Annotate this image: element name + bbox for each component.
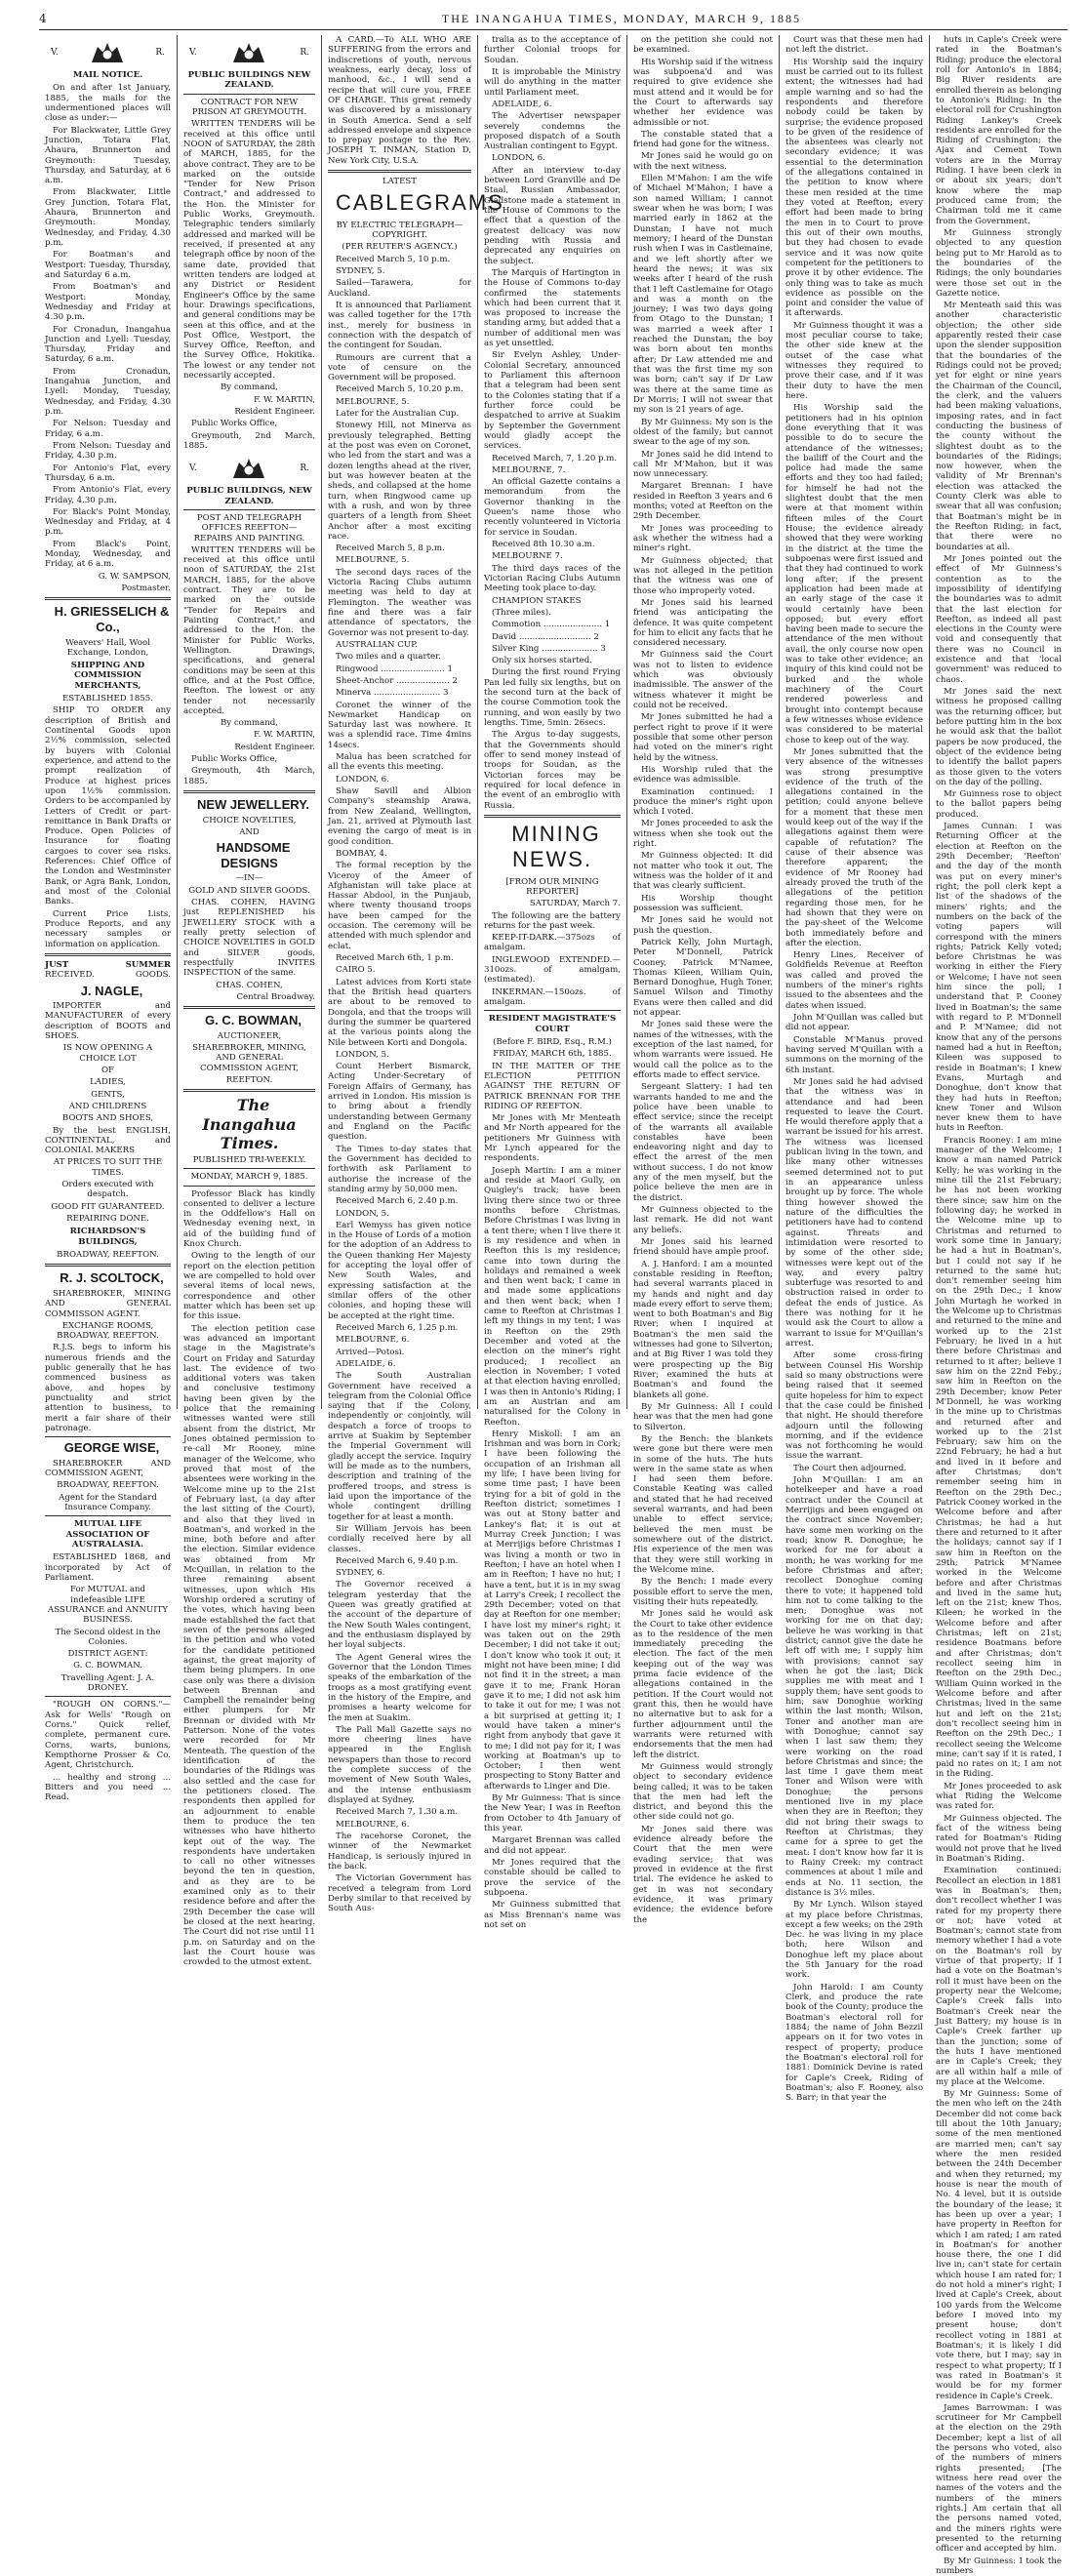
paragraph: Mr Guinness said the Court was not to listen to evidence which was obviously inadmissible. The answer of the witness whatever it might be could not be received. <box>633 650 773 710</box>
jewellery-addr: Central Broadway. <box>183 992 315 1002</box>
rough-text: "ROUGH ON CORNS."—Ask for Wells' "Rough on Corns." Quick relief, complete, permanent cure. Corns, warts, bunions. Kempthorne Prosser & Co. Agent, Christchurch. <box>45 1700 171 1770</box>
griesselich-footer: Current Price Lists, Produce Reports, and any necessary samples or information on application. <box>45 909 171 949</box>
paragraph: Sheet-Anchor .................... 2 <box>328 676 471 686</box>
nagle-text2: By the best ENGLISH, CONTINENTAL, and COLONIAL MAKERS <box>45 1126 171 1156</box>
scoltock-address: EXCHANGE ROOMS, BROADWAY, REEFTON. <box>45 1321 171 1342</box>
paragraph: Sir Evelyn Ashley, Under-Colonial Secretary, announced to Parliament this afternoon that a telegram had been sent to the Colonies stating that if a further force could be despatched to arrive at Suakim by September the Government would gladly accept the services. <box>484 350 621 451</box>
griesselich-established: ESTABLISHED 1855. <box>45 694 171 704</box>
paragraph: LONDON, 5. <box>328 1209 471 1219</box>
paragraph: The Marquis of Hartington in the House of Commons to-day confirmed the statements which had been current that it was proposed to increase the standing army, but added that a number of additional men was as yet unsettled. <box>484 268 621 349</box>
jewellery-designs: HANDSOME DESIGNS <box>183 840 315 870</box>
public1-date: Greymouth, 2nd March, 1885. <box>183 431 315 452</box>
crest-icon <box>229 39 268 66</box>
paragraph: (Three miles). <box>484 608 621 618</box>
mutual-name: MUTUAL LIFE ASSOCIATION OF AUSTRALASIA. <box>45 1519 171 1550</box>
public1-sig-title: Resident Engineer. <box>183 407 315 417</box>
cablegram-continued <box>484 35 621 811</box>
paragraph: Rumours are current that a vote of censure on the Government will be proposed. <box>328 353 471 383</box>
columns <box>39 35 1067 1409</box>
nagle-fit: GOOD FIT GUARANTEED. <box>45 1202 171 1212</box>
mutual-travelling: Travelling Agent: J. A. DRONEY. <box>45 1673 171 1694</box>
public1-sig: F. W. MARTIN, <box>183 395 315 405</box>
column-5-text <box>633 35 773 1925</box>
bowman-addr: REEFTON. <box>183 1075 315 1085</box>
paragraph: The formal reception by the Viceroy of the Ameer of Afghanistan will take place at Hassar Abdool, in the Punjaub, where twenty thousand troops have been camped for the occasion. The ceremony will be attended with much splendor and eclat. <box>328 861 471 951</box>
public2-date: Greymouth, 4th March, 1885. <box>183 766 315 786</box>
nagle-opening: IS NOW OPENING A CHOICE LOT <box>45 1043 171 1064</box>
divider <box>45 1436 171 1437</box>
public1-by: By command, <box>183 382 315 392</box>
paragraph: Mr Guinness submitted that as Miss Brennan's name was not set on <box>484 1900 621 1930</box>
paragraph: For Cronadun, Inangahua Junction and Lyell: Tuesday, Thursday, Friday and Saturday, 6 a.m. <box>45 325 171 365</box>
paragraph: Mr Guinness thought it was a most peculiar course to take; the other side knew at the outset of the case what witnesses they required to prove their case, and if it was their duty to have the men here. <box>785 321 923 402</box>
paragraph: MELBOURNE, 7. <box>484 465 621 475</box>
paragraph: Examination continued: I produce the miner's right upon which I voted. <box>633 787 773 818</box>
paragraph: Patrick Kelly, John Murtagh, Peter M'Donnell, Patrick Cooney, Patrick M'Namee, Thomas Kileen, William Quin, Bernard Donoghue, Hugh Toner, Samuel Wilson and Timothy Evans were then called and did not appear. <box>633 938 773 1019</box>
paragraph: Mr Jones pointed out the effect of Mr Guinness's contention as to the impossibility of identifying the boundaries was to admit that the last election for Reefton, as indeed all past elections in the County were void and consequently that there was no Council in existence and that 'local government' was reduced to chaos. <box>936 554 1062 685</box>
masthead <box>39 8 1067 30</box>
paragraph: The constable stated that a friend had gone for the witness. <box>633 130 773 150</box>
paragraph: MELBOURNE, 6. <box>328 1335 471 1345</box>
paragraph: Ringwood ........................ 1 <box>328 664 471 674</box>
paragraph: John Harold: I am County Clerk, and produce the rate book of the County; produce the Boatman's electoral roll for 1884; the name of John Bezzil appears on it for two votes in respect of property; produce the Boatman's electoral roll for 1881: Dominick Devine is rated for Caple's Creek, Riding of Boatman's; also F. Rooney, also S. Barr; in that year the <box>785 1983 923 2104</box>
paragraph: Mr Guinness strongly objected to any question being put to Mr Harold as to the boundaries of the Ridings; the only boundaries were those set out in the Gazette notice. <box>936 228 1062 299</box>
nagle-repairing: REPAIRING DONE. <box>45 1214 171 1224</box>
paragraph: Mr Jones said he did intend to call Mr M'Mahon, but it was now unnecessary. <box>633 450 773 480</box>
paragraph: Mr Jones submitted that the very absence of the witnesses was strong presumptive evidence of the truth of the allegations contained in the petition; could anyone believe for a moment that these men would keep out of the way if the allegations against them were capable of refutation? The cause of their absence was therefore apparent; the evidence of Mr Rooney had already proved the truth of the allegations of the petition regarding those men, for he had shown that they were on the pay-sheet of the Welcome both immediately before and after the election. <box>785 747 923 948</box>
divider <box>183 509 315 510</box>
bowman-text: SHAREBROKER, MINING, AND GENERAL COMMISSION AGENT, <box>183 1043 315 1073</box>
griesselich-text: SHIP TO ORDER any description of British and Continental Goods upon 2½% commission, selected by buyers with Colonial experience, and attend to the prompt realization of Produce at highest prices upon 1½% commission. Orders to be accompanied by Letters of Credit or part-remittance in Bank Drafts or Produce. Open Policies of Insurance for floating cargoes to cover sea risks. References: Chief Office of the London and Westminster Bank, or Agra Bank, London, and most of the Colonial Banks. <box>45 705 171 906</box>
column-6 <box>780 35 930 1409</box>
bowman-name: G. C. BOWMAN, <box>183 1013 315 1028</box>
paragraph: Mr Jones required that the constable should be called to prove the service of the subpoena. <box>484 1858 621 1898</box>
divider <box>183 1186 315 1187</box>
paragraph: ADELAIDE, 6. <box>328 1359 471 1369</box>
mutual-text: ESTABLISHED 1868, and incorporated by Act of Parliament. <box>45 1552 171 1583</box>
nagle-children: AND CHILDRENS <box>45 1102 171 1111</box>
divider <box>183 790 315 793</box>
crest-r: R. <box>300 48 309 59</box>
cablegrams-per: (PER REUTER'S AGENCY.) <box>328 242 471 252</box>
nagle-text: IMPORTER and MANUFACTURER of every description of BOOTS and SHOES. <box>45 1001 171 1041</box>
paragraph: Mr Jones said he would not push the question. <box>633 915 773 936</box>
royal-crest <box>183 455 315 482</box>
paragraph: Sailed—Tarawera, for Auckland. <box>328 278 471 299</box>
paragraph: Received March 5, 10 p.m. <box>328 255 471 264</box>
paragraph: The third days races of the Victorian Racing Clubs Autumn Meeting took place to-day. <box>484 564 621 594</box>
paragraph: James Barrowman: I was scrutineer for Mr Campbell at the election on the 29th December; kept a list of all the persons who voted, also of the numbers of miners rights presented; [The witness here read over the names of the voters and the numbers of the miners rights.] Am certain that all the persons named voted, and the miners rights were presented to the returning officer and accepted by him. <box>936 2403 1062 2555</box>
paragraph: The Times to-day states that the Government has decided to forthwith ask Parliament to authorise the increase of the standing army by 50,000 men. <box>328 1145 471 1195</box>
public2-office: Public Works Office, <box>183 754 315 764</box>
nagle-prices: AT PRICES TO SUIT THE TIMES. <box>45 1157 171 1178</box>
paragraph: During the first round Frying Pan led fully six lengths, but on the second turn at the back of the course Commotion took the running, and won easily by two lengths. Time, 5min. 26secs. <box>484 667 621 728</box>
paragraph: Arrived—Potosi. <box>328 1348 471 1357</box>
paragraph: By Mr Guinness: I took the numbers <box>936 2556 1062 2576</box>
nagle-orders: Orders executed with despatch. <box>45 1180 171 1200</box>
paragraph: Latest advices from Korti state that the British head quarters are about to be removed to Dongola, and that the troops will during the summer be quartered at the various points along the Nile between Korti and Dongola. <box>328 978 471 1048</box>
crest-v: V. <box>51 48 59 59</box>
paragraph: Shaw Savill and Albion Company's steamship Arawa, from New Zealand, Wellington, Jan. 21, arrived at Plymouth last evening the cargo of meat is in good condition. <box>328 786 471 847</box>
paragraph: Examination continued: Recollect an election in 1881 was in Boatman's; then; don't recollect whether I was rated for my property there or not; have voted at Boatman's; cannot state from memory whether I had a vote on the Boatman's roll by virtue of that property; if I had a vote on the Boatman's roll it must have been on the property near the Welcome; Caple's Creek falls into Boatman's Creek near the Just Battery; my house is in Caple's Creek farther up than the junction; some of the huts I have mentioned are in Caple's Creek; they are all within half a mile of my place at the Welcome. <box>936 1866 1062 2087</box>
court-text <box>484 1062 621 1931</box>
column-4 <box>478 35 627 1409</box>
public1-title: CONTRACT FOR NEW PRISON AT GREYMOUTH. <box>183 98 315 118</box>
paragraph: Ellen M'Mahon: I am the wife of Michael M'Mahon; I have a son named William; I cannot swear when he was born; I was married early in 1862 at the Dunstan; I have not much memory; I heard of the Dunstan rush when I was in Castlemaine, and we left shortly after we heard the news; it was six weeks after I heard of the rush that I left Castlemaine for Otago and was a month on the journey; I was two days going from Otago to the Dunstan; I was married a week after I reached the Dunstan; the boy was born about ten months after; Dr Law attended me and that was the first time my son was born; can't say if Dr Law was there at the same time as Dr Morris; I will not swear that my son is 21 years of age. <box>633 174 773 416</box>
paragraph: Mr Guinness objected; that was not alleged in the petition that the witness was one of those who improperly voted. <box>633 556 773 596</box>
divider <box>328 170 471 173</box>
paragraph: After some cross-firing between Counsel His Worship said so many obstructions were being raised that it seemed quite hopeless for him to expect that the case could be finished that night. He should therefore adjourn until the following morning, and if the evidence was not forthcoming he would issue the warrant. <box>785 1350 923 1461</box>
paragraph: It is improbable the Ministry will do anything in the matter until Parliament meet. <box>484 67 621 98</box>
divider <box>45 1264 171 1267</box>
griesselich-address: Weavers' Hall, Wool Exchange, London, <box>45 638 171 659</box>
cablegrams-by: BY ELECTRIC TELEGRAPH—COPYRIGHT. <box>328 221 471 241</box>
divider <box>45 1696 171 1697</box>
paragraph: His Worship said the inquiry must be carried out to its fullest extent; the witnesses had had ample warning and so had the respondents and therefore nobody could be taken by surprise; the evidence proposed to be given of the residence of the absentees was clearly not secondary evidence; it was essential to the determination of the allegations contained in the petition to know where these men resided at the time they voted at Reefton; every effort had been made to bring the men in to Court to prove this out of their own mouths, but they had chosen to evade service and it was now quite competent for the petitioners to prove it by other evidence. The only thing was to take as much evidence as possible on the point and consider the value of it afterwards. <box>785 58 923 319</box>
divider <box>183 1089 315 1092</box>
paragraph: SYDNEY, 5. <box>328 266 471 276</box>
nagle-just: JUST <box>45 960 68 970</box>
wise-agent: Agent for the Standard Insurance Company. <box>45 1493 171 1513</box>
jewellery-sig: CHAS. COHEN, <box>183 981 315 990</box>
editorial-text <box>183 1189 315 1968</box>
paragraph: For Nelson: Tuesday and Friday, 6 a.m. <box>45 419 171 439</box>
paragraph: Count Herbert Bismarck, Acting Under-Secretary of Foreign Affairs of Germany, has arrived in London. His mission is to bring about a friendly understanding between Germany and England on the Pacific question. <box>328 1062 471 1143</box>
paragraph: From Nelson: Tuesday and Friday, 4.30 p.m. <box>45 441 171 462</box>
crest-r: R. <box>300 463 309 474</box>
cablegrams-heading: CABLEGRAMS <box>328 190 471 216</box>
public2-title: POST AND TELEGRAPH OFFICES REEFTON—REPAIRS AND PAINTING. <box>183 513 315 543</box>
mail-notice-lines <box>45 83 171 569</box>
latest-label: LATEST <box>328 177 471 186</box>
paragraph: The Advertiser newspaper severely condemns the proposed dispatch of a South Australian contingent to Egypt. <box>484 111 621 151</box>
paragraph: A. J. Hanford: I am a mounted constable residing in Reefton; had several warrants placed in my hands and night and day made every effort to serve them; went to both Boatman's and Big River; when I inquired at Boatman's the men said the witnesses had gone to Silverton; and at Big River I was told they were prospecting up the Big River; examined the huts at Boatman's and found the blankets all gone. <box>633 1260 773 1400</box>
paragraph: His Worship said if the witness was subpoena'd and was required to give evidence she must attend and it would be for the Court to afterwards say whether her evidence was admissible or not. <box>633 58 773 128</box>
mining-heading: MINING NEWS. <box>484 822 621 873</box>
public1-office: Public Works Office, <box>183 419 315 428</box>
mining-sub: [FROM OUR MINING REPORTER] <box>484 877 621 898</box>
paragraph: ADELAIDE, 6. <box>484 100 621 109</box>
paragraph: Minerva ......................... 3 <box>328 688 471 698</box>
paragraph: Mr Jones submitted he had a perfect right to prove if it were possible that some other person had voted on the miner's right held by the witness. <box>633 712 773 763</box>
paragraph: Mr Jones said the next witness he proposed calling was the returning officer, but before putting him in the box he would ask that the ballot papers be now produced, the object of the evidence being to identify the ballot papers as those given to the voters on the day of the polling. <box>936 687 1062 787</box>
royal-crest <box>45 39 171 66</box>
scoltock-name: R. J. SCOLTOCK, <box>45 1270 171 1286</box>
paragraph: The Court then adjourned. <box>785 1464 923 1473</box>
mining-date: SATURDAY, March 7. <box>484 899 621 908</box>
crest-v: V. <box>189 463 197 474</box>
mutual-text2: For MUTUAL and indefeasible LIFE ASSURANCE and ANNUITY BUSINESS. <box>45 1585 171 1625</box>
paragraph: The Victorian Government has received a telegram from Lord Derby similar to that received by South Aus- <box>328 1873 471 1913</box>
paragraph: MELBOURNE, 6. <box>328 1820 471 1830</box>
paragraph: Mr Jones said these were the names of the witnesses, with the exception of the last named, for whom warrants were issued. He would call the police as to the efforts made to effect service. <box>633 1020 773 1080</box>
divider <box>484 815 621 818</box>
jewellery-gold: GOLD AND SILVER GOODS. <box>183 886 315 896</box>
column-5 <box>627 35 780 1409</box>
mining-text: The following are the battery returns for the past week. <box>484 911 621 932</box>
paragraph: INGLEWOOD EXTENDED.—310ozs. of amalgam, (estimated). <box>484 955 621 986</box>
paragraph: By the Bench: I made every possible effort to serve the men, visiting their huts repeatedly. <box>633 1577 773 1607</box>
wise-address: BROADWAY, REEFTON. <box>45 1480 171 1490</box>
crest-r: R. <box>155 48 165 59</box>
mail-notice-heading: MAIL NOTICE. <box>45 70 171 80</box>
paragraph: Mr Guinness objected to the last remark. He did not want any beliefs. <box>633 1205 773 1235</box>
divider <box>45 597 171 600</box>
column-1 <box>39 35 178 1409</box>
card-ad: A CARD.—To ALL WHO ARE SUFFERING from the errors and indiscretions of youth, nervous weakness, early decay, loss of manhood, &c., I will send a recipe that will cure you, FREE OF CHARGE. This great remedy was discovered by a missionary in South America. Send a self addressed envelope and sixpence to prepay postage to the Rev. JOSEPH T. INMAN, Station D, New York City, U.S.A. <box>328 35 471 166</box>
paragraph: On and after 1st January, 1885, the mails for the undermentioned places will close as under:— <box>45 83 171 123</box>
paragraph: For Blackwater, Little Grey Junction, Totara Flat, Ahaura, Brunnerton and Greymouth: Tuesday, Thursday, and Saturday, at 6 a.m. <box>45 126 171 186</box>
paragraph: By Mr Guinness: Some of the men who left on the 24th December did not come back till about the 10th January; some of the men mentioned are married men; can't say where the men resided between the 24th December and when they returned; my house is near the mouth of No. 4 level, but it is outside the boundary of the lease; it has been up over a year; I have property in Reefton for which I am rated; I am rated in Boatman's for another house there, the one I did live in; can't state for certain which house I am rated for; I do not hold a miner's right; I lived at Caple's Creek, about 100 yards from the Welcome before I moved into my present house; don't recollect voting in 1881 at Boatman's; it is likely I did vote there, but I may; say in respect to what property; If I was rated in Boatman's it would be for my former residence in Caple's Creek. <box>936 2089 1062 2401</box>
nagle-ladies: LADIES, <box>45 1077 171 1087</box>
wise-name: GEORGE WISE, <box>45 1440 171 1456</box>
divider <box>183 94 315 95</box>
crest-v: V. <box>189 48 197 59</box>
paragraph: tralia as to the acceptance of further Colonial troops for Soudan. <box>484 35 621 65</box>
paragraph: MELBOURNE, 5. <box>328 555 471 565</box>
paragraph: From Blackwater, Little Grey Junction, Totara Flat, Ahaura, Brunnerton and Greymouth: Monday, Wednesday, and Friday, 4.30 p.m. <box>45 187 171 248</box>
divider <box>183 1006 315 1009</box>
jewellery-and: AND <box>183 827 315 837</box>
divider <box>484 1010 621 1011</box>
rough-text2: ... healthy and strong ... Bitters and you need ... Read. <box>45 1773 171 1803</box>
paragraph: Received March 5, 10.20 p.m. <box>328 384 471 394</box>
public2-sig-title: Resident Engineer. <box>183 743 315 752</box>
paragraph: Received March 6th, 1 p.m. <box>328 953 471 963</box>
paragraph: Joseph Martin: I am a miner and reside at Maori Gully, on Quigley's track; have been living there since two or three months before Christmas. Before Christmas I was living in a tent there; when I live there it is my residence and when in Reefton this is my residence; came into town during the holidays and remained a week and then went back; I came in and made some applications and then went back; when I came to Reefton at Christmas I left my things in my tent; I was in Reefton on the 29th December and voted at the election on the miner's right produced; I recollect an election in November; I voted at that election having enrolled; I was then in Antonio's Riding; I am an Austrian and am naturalised for the Colony in Reefton. <box>484 1166 621 1428</box>
jewellery-in: —IN— <box>183 873 315 883</box>
paragraph: Mr Menteath said this was another characteristic objection; the other side apparently rested their case upon the slender supposition that the boundaries of the Ridings could not be proved; yet for eight or nine years the Chairman of the Council, the clerk, and the valuers had been making valuations, imposing rates, and in fact conducting the business of the county without the slightest doubt as to the boundaries of the Ridings; now however, when the validity of Mr Brennan's election was attacked the County Clerk was able to swear that all was confusion; that Boatman's might be in the Reefton Riding; in fact, that there were no boundaries at all. <box>936 301 1062 552</box>
mail-notice-signature: G. W. SAMPSON, <box>45 572 171 582</box>
paragraph: Received March, 7, 1.20 p.m. <box>484 454 621 463</box>
nagle-boots: BOOTS AND SHOES, <box>45 1113 171 1123</box>
paragraph: Henry Lines, Receiver of Goldfields Revenue at Reefton was called and proved the numbers of the miner's rights issued to the absentees and the dates when issued. <box>785 950 923 1011</box>
paragraph: David ........................... 2 <box>484 632 621 642</box>
column-7 <box>930 35 1067 1409</box>
paragraph: The Agent General wires the Governor that the London Times speaks of the embarkation of the troops as a most gratifying event in the history of the Empire, and promises a hearty welcome for the men at Suakim. <box>328 1653 471 1723</box>
court-date: FRIDAY, MARCH 6th, 1885. <box>484 1049 621 1059</box>
paragraph: MELBOURNE, 5. <box>328 397 471 407</box>
paragraph: Coronet the winner of the Newmarket Handicap on Saturday last was nowhere. It was a splendid race. Time 4mins 14secs. <box>328 701 471 751</box>
nagle-gents: GENTS, <box>45 1090 171 1100</box>
jewellery-heading: NEW JEWELLERY. <box>183 797 315 813</box>
court-sub: (Before F. BIRD, Esq., R.M.) <box>484 1037 621 1047</box>
paragraph: BOMBAY, 4. <box>328 849 471 859</box>
divider <box>45 953 171 956</box>
cablegram-items <box>328 255 471 1914</box>
paragraph: Mr Jones said he would go on with the next witness. <box>633 151 773 172</box>
nagle-received: RECEIVED. <box>45 970 95 980</box>
paragraph: By the Bench: the blankets were gone but there were men in some of the huts. The huts were in the same state as when I had seen them before. Constable Keating was called and stated that he had received several warrants, and had been unable to effect service; believed the men must be somewhere out of the district. His experience of the men was that they were still working in the Welcome mine. <box>633 1434 773 1575</box>
public2-by: By command, <box>183 718 315 728</box>
paragraph: CHAMPION STAKES <box>484 596 621 606</box>
griesselich-business: SHIPPING AND COMMISSION MERCHANTS, <box>45 661 171 691</box>
wise-text: SHAREBROKER AND COMMISSION AGENT, <box>45 1459 171 1479</box>
paragraph: LONDON, 5. <box>328 1050 471 1060</box>
paragraph: Received March 7, 1.30 a.m. <box>328 1807 471 1817</box>
scoltock-text: SHAREBROKER, MINING AND GENERAL COMMISSON AGENT. <box>45 1289 171 1319</box>
column-7-text <box>936 35 1062 2576</box>
column-3 <box>322 35 478 1409</box>
paragraph: Constable M'Manus proved having served M'Quillan with a summons on the morning of the 6th instant. <box>785 1035 923 1075</box>
paragraph: LONDON, 6. <box>328 775 471 785</box>
divider <box>183 1168 315 1169</box>
nagle-banner-bottom <box>45 970 171 980</box>
paragraph: Owing to the length of our report on the election petition we are compelled to hold over several items of local news, correspondence and other matter which has been set up for this issue. <box>183 1251 315 1321</box>
paragraph: Earl Wemyss has given notice in the House of Lords of a motion for the adoption of an Address to the Queen thanking Her Majesty for accepting the loyal offer of New South Wales, and expressing satisfaction at the similar offers of the other colonies, and hoping these will be accepted at the right time. <box>328 1221 471 1321</box>
paragraph: SYDNEY, 6. <box>328 1568 471 1578</box>
paragraph: The Argus to-day suggests, that the Governments should offer to send money instead of troops for Soudan, as the Victorian forces may be required for local defence in the event of an embroglio with Russia. <box>484 730 621 811</box>
paragraph: By Mr Guinness: All I could hear was that the men had gone to Silverton. <box>633 1402 773 1432</box>
paragraph: Silver King ..................... 3 <box>484 644 621 654</box>
paragraph: Received March 5, 8 p.m. <box>328 543 471 553</box>
paragraph: From Boatman's and Westport: Monday, Wednesday and Friday at 4.30 p.m. <box>45 282 171 322</box>
paragraph: IN THE MATTER OF THE ELECTION PETITION AGAINST THE RETURN OF PATRICK BRENNAN FOR THE RIDING OF REEFTON. <box>484 1062 621 1112</box>
paragraph: KEEP-IT-DARK.—375ozs of amalgam. <box>484 933 621 953</box>
jewellery-sub: CHOICE NOVELTIES, <box>183 816 315 825</box>
public1-body: WRITTEN TENDERS will be received at this office until NOON of SATURDAY, the 28th of MARCH, 1885, for the above contract. They are to be marked on the outside "Tender for New Prison Contract," and addressed to the Hon. the Minister for Public Works, Greymouth. Telegraphic tenders similarly addressed and marked will be received, if presented at any telegraph office by noon of the same date, provided that written tenders are lodged at any District or Resident Engineer's Office by the same hour. Drawings specifications, and general conditions may be seen at this office, and at the Post Office, Westport, the Survey Office, Reefton, and the Survey Office, Hokitika. The lowest or any tender not necessarily accepted. <box>183 119 315 381</box>
paragraph: Stonewy Hill, not Minerva as previously telegraphed. Betting at the post was even on Coronet, who led from the start and was a dozen lengths ahead at the river, but was however beaten at the sheds, and collapsed at the home turn, when Ringwood came up with a rush, and won by three quarters of a length from Sheet Anchor after a most exciting race. <box>328 421 471 542</box>
paragraph: Received March 6, 9.40 p.m. <box>328 1556 471 1566</box>
paragraph: Mr Jones said he would ask the Court to take other evidence as to the residence of the men immediately preceding the election. The fact of the men keeping out of the way was prima facie evidence of the allegations contained in the petition. If the Court would not grant this, then he would have no alternative but to ask for a further adjournment until the warrants were returned with endorsements that the men had left the district. <box>633 1609 773 1760</box>
paragraph: Mr Guinness objected. The fact of the witness being rated for Boatman's Riding would not prove that he lived in Boatman's Riding. <box>936 1814 1062 1865</box>
paragraph: It is announced that Parliament was called together for the 17th inst., merely for business in connection with the despatch of the contingent for Soudan. <box>328 301 471 351</box>
public2-body: WRITTEN TENDERS will be received at this office until noon of SATURDAY, the 21st MARCH, 1885, for the above contract. They are to be marked on the outside "Tender for Repairs and Painting Contract," and addressed to the Hon. the Minister for Public Works, Wellington. Drawings, specifications, and general conditions may be seen at this office, and at the Post Office, Reefton. The lowest or any tender not necessarily accepted. <box>183 545 315 716</box>
mutual-text3: The Second oldest in the Colonies. <box>45 1628 171 1648</box>
paragraph: Commotion ...................... 1 <box>484 620 621 629</box>
paragraph: Later for the Australian Cup. <box>328 409 471 419</box>
mutual-agent-label: DISTRICT AGENT: <box>45 1649 171 1659</box>
paragraph: His Worship ruled that the evidence was admissible. <box>633 765 773 785</box>
nagle-summer: SUMMER <box>126 960 171 970</box>
masthead-title: THE INANGAHUA TIMES, MONDAY, MARCH 9, 1885 <box>176 12 1067 26</box>
nagle-goods: GOODS. <box>136 970 171 980</box>
public1-heading: PUBLIC BUILDINGS NEW ZEALAND. <box>183 70 315 91</box>
column-6-text <box>785 35 923 2103</box>
crest-icon <box>88 39 127 66</box>
paragraph: Court was that these men had not left the district. <box>785 35 923 56</box>
paper-sub: PUBLISHED TRI-WEEKLY. <box>183 1155 315 1165</box>
paragraph: on the petition she could not be examined. <box>633 35 773 56</box>
paragraph: From Cronadun, Inangahua Junction, and Lyell: Monday, Tuesday, Wednesday, and Friday, 4.30 p.m. <box>45 367 171 418</box>
paragraph: Mr Jones with Mr Menteath and Mr North appeared for the petitioners Mr Guinness with Mr Lynch appeared for the respondents. <box>484 1113 621 1164</box>
paragraph: Francis Rooney: I am mine manager of the Welcome; I know a man named Patrick Kelly; he was working in the mine till the 21st February; he has not been working there since; saw him on the following day; he worked in the Welcome mine up to Christmas and returned to work some time in January; he had a hut in Boatman's, but I could not say if he returned to the same hut; don't remember seeing him on the 29th Dec.; I know John Murtagh he worked in the Welcome up to Christmas and returned to the mine and worked up to the 21st February; he lived in a hut there before Christmas and returned to it after; believe I saw him on the 22nd Feby.; saw him in Reefton on the 29th December; know Peter M'Donnell, he was working in the mine up to Christmas and returned after and worked up to the 21st February; saw him on the 22nd February; he had a hut and lived in it before and after Christmas; don't remember seeing him in Reefton on the 29th Dec.; Patrick Cooney worked in the Welcome before and after Christmas; he had a hut there and returned to it after the holidays; cannot say if I saw him in Reefton on the 29th; Patrick M'Namee worked in the Welcome before and after Christmas and lived in the same hut; left on the 21st; knew Thos. Kileen; he worked in the Welcome before and after Christmas; left on 21st; residence Boatmans before and after Christmas; don't recollect seeing him in Reefton on the 29th Dec.; William Quinn worked in the Welcome before and after Christmas; lived in the same hut and left on the 21st; don't recollect seeing him in Reefton on the 29th Dec.; I recollect seeing the Welcome mine; can't say if it is rated, I paid no rates on it; I am not in the Riding. <box>936 1136 1062 1780</box>
paragraph: Mr Jones was proceeding to ask whether the witness had a miner's right. <box>633 524 773 554</box>
griesselich-name: H. GRIESSELICH & Co., <box>45 604 171 634</box>
paragraph: Mr Jones said there was evidence already before the Court that the men were evading service; that was proved in evidence at the first trial. The evidence he asked to get in was not secondary evidence, it was primary evidence; the evidence before the <box>633 1825 773 1925</box>
paragraph: John M'Quillan: I am an hotelkeeper and have a road contract under the Council at Merrijigs and been engaged on the contract since November; have some men working on the road; know R. Donoghue; he worked for me for about a month; he was working for me before Christmas and after; recollect Donoghue coming there to vote; it happened told him not to come talking to the men; Donoghue was not working for me on that day; believe he was working in that district; cannot give the date he left off with me; I supply him with provisions; cannot say when he got the last; Dick supplies me with meat and I supply them; have sent goods to him; saw Donoghue working within the last month; Wilson, Toner and another man are with Donoghue; cannot say when I last saw them; they were working on the road before Christmas and since; the last time I gave them meat Toner and Wilson were with Donoghue; the persons mentioned live in my place when they are in Reefton; they did not bring their swags to Reefton at Christmas; they came for a spree to get the meat: I don't know how far it is to Rainy Creek: my contract commences at about 1 mile and ends at No. 11 section, the distance is 3½ miles. <box>785 1475 923 1898</box>
paper-date: MONDAY, MARCH 9, 1885. <box>183 1172 315 1182</box>
paragraph: The racehorse Coronet, the winner of the Newmarket Handicap, is seriously injured in the back. <box>328 1831 471 1872</box>
scoltock-body: R.J.S. begs to inform his numerous friends and the public generally that he has commenced business as above, and hopes by punctuality and strict attention to business, to merit a fair share of their patronage. <box>45 1343 171 1433</box>
paragraph: John M'Quillan was called but did not appear. <box>785 1013 923 1033</box>
column-2 <box>178 35 322 1409</box>
paragraph: His Worship thought possession was sufficient. <box>633 894 773 914</box>
paragraph: By Mr Guinness: That is since the New Year; I was in Reefton from October to 4th January of this year. <box>484 1793 621 1833</box>
paragraph: An official Gazette contains a memorandum from the Governor thanking in the Queen's name those who recently volunteered in Victoria for service in Soudan. <box>484 477 621 538</box>
nagle-buildings: RICHARDSON'S BUILDINGS, <box>45 1227 171 1247</box>
paragraph: Received March 6, 1.25 p.m. <box>328 1323 471 1333</box>
paragraph: By Mr Guinness: My son is the oldest of the family; but cannot swear to the age of my son. <box>633 418 773 448</box>
mining-items <box>484 933 621 1007</box>
public2-sig: F. W. MARTIN, <box>183 730 315 740</box>
paragraph: By Mr Lynch. Wilson stayed at my place before Christmas, except a few weeks; on the 29th Dec. he was living in my place both; here Wilson and Donoghue left my place about the 5th January for the road work. <box>785 1900 923 1981</box>
nagle-of: OF <box>45 1066 171 1075</box>
paragraph: Professor Black has kindly consented to deliver a lecture in the Oddfellow's Hall on Wednesday evening next, in aid of the building fund of Knox Church. <box>183 1189 315 1250</box>
paragraph: Two miles and a quarter. <box>328 652 471 662</box>
royal-crest <box>183 39 315 66</box>
jewellery-body: CHAS. COHEN, HAVING just REPLENISHED his JEWELLERY STOCK with a really pretty selection of CHOICE NOVELTIES in GOLD and SILVER goods, respectfully INVITES INSPECTION of the same. <box>183 898 315 979</box>
paragraph: Only six horses started. <box>484 656 621 665</box>
paragraph: Mr Jones proceeded to ask what Riding the Welcome was rated for. <box>936 1782 1062 1812</box>
paragraph: From Black's Point, Monday, Wednesday, and Friday, at 6 a.m. <box>45 540 171 570</box>
nagle-banner-top <box>45 960 171 970</box>
paragraph: The South Australian Government have received a telegram from the Colonial Office saying that if the Colony, independently or conjointly, will despatch a force of troops to arrive at Suakim by September the Imperial Government will gladly accept the service. Inquiry will be made as to the numbers, description and training of the proffered troops, and stress is laid upon the importance of the whole contingent drilling together for at least a month. <box>328 1371 471 1522</box>
paragraph: LONDON, 6. <box>484 153 621 163</box>
paragraph: Sergeant Slattery: I had ten warrants handed to me and the police have been unable to effect service; since the receipt of the warrants all available constables have been endeavoring night and day to effect the arrest of the men without success. I do not know any of the men myself, but the police believe the men are in the district. <box>633 1082 773 1203</box>
paragraph: Mr Guinness rose to object to the ballot papers being produced. <box>936 789 1062 820</box>
paragraph: The Pall Mall Gazette says no more cheering lines have appeared in the English newspapers than those to record the complete success of the movement of New South Wales, and the intense enthusiasm displayed at Sydney. <box>328 1725 471 1806</box>
nagle-street: BROADWAY, REEFTON. <box>45 1250 171 1260</box>
crest-icon <box>229 455 268 482</box>
mutual-agent: G. C. BOWMAN. <box>45 1661 171 1670</box>
paragraph: The Governor received a telegram yesterday that the Queen was greatly gratified at the account of the departure of the New South Wales contingent, and the enthusiasm displayed by her loyal subjects. <box>328 1580 471 1650</box>
paragraph: huts in Caple's Creek were rated in the Boatman's Riding; produce the electoral roll for Antonio's in 1884; Big River residents are enrolled therein as belonging to Antonio's Riding: In the electoral roll for Crushington Riding Lankey's Creek residents are enrolled for the Riding of Crushington; the Ajax and Cement Town voters are in the Murray Riding. I have been clerk in or about six years; don't know where the map produced came from; the Chairman told me it came from the Government. <box>936 35 1062 226</box>
paragraph: Mr Jones said he had advised that the witness was in attendance and had been requested to leave the Court. He would therefore apply that a warrant be issued for his arrest. The witness was licensed publican living in the town, and like many other witnesses seemed determined not to put in an appearance unless brought up by force. The whole thing however showed the nature of the difficulties the petitioners have had to contend against. Threats and intimidation were resorted to by some of the other side; witnesses were kept out of the way, and every paltry subterfuge was resorted to and obstruction raised in order to defeat the ends of justice. As there was nothing for it he would ask the Court to allow a warrant to issue for M'Quillan's arrest. <box>785 1077 923 1348</box>
paragraph: AUSTRALIAN CUP. <box>328 640 471 650</box>
paragraph: Received March 6, 2.40 p.m. <box>328 1196 471 1206</box>
court-heading: RESIDENT MAGISTRATE'S COURT <box>484 1014 621 1034</box>
paragraph: CAIRO 5. <box>328 965 471 975</box>
page-number: 4 <box>39 12 176 25</box>
mail-notice-signature-title: Postmaster. <box>45 584 171 593</box>
paragraph: Malua has been scratched for all the events this meeting. <box>328 752 471 773</box>
nagle-name: J. NAGLE, <box>45 984 171 999</box>
paragraph: Margaret Brennan was called and did not appear. <box>484 1835 621 1856</box>
paragraph: Mr Jones proceeded to ask the witness when she took out the right. <box>633 819 773 849</box>
paragraph: From Antonio's Flat, every Friday, 4.30 p.m. <box>45 485 171 505</box>
paragraph: Mr Guinness would strongly object to secondary evidence being called; it was to be taken that the men had left the district, and beyond this the other side could not go. <box>633 1762 773 1823</box>
public2-heading: PUBLIC BUILDINGS, NEW ZEALAND. <box>183 486 315 506</box>
paragraph: Margaret Brennan: I have resided in Reefton 3 years and 6 months; voted at Reefton on the 29th December. <box>633 481 773 521</box>
paragraph: After an interview to-day between Lord Granville and De Staal, Russian Ambassador, Gladstone made a statement in the House of Commons to the effect that a question of the greatest delicacy was now pending with Russia and deprecated any enquiries on the subject. <box>484 166 621 266</box>
paragraph: For Boatman's and Westport: Tuesday, Thursday, and Saturday 6 a.m. <box>45 250 171 280</box>
paragraph: His Worship said the petitioners had in his opinion done everything that it was possible to do to secure the attendance of the witnesses; the bailiff of the Court and the police had made the same efforts and they too had failed; for himself he had not the slightest doubt that the men were at that moment within fifteen miles of the Court House; the evidence already showed that they were working in the district at the time the subpoenas were first issued and that they had continued to work long after; if the present application had been made at an early stage of the case it would certainly have been opposed; but every effort having been made to secure the attendance of the men without avail, the only course now open was to take other evidence; an inquiry of this kind could not be burked and the whole machinery of the Court rendered powerless and brought into contempt because a few witnesses whose evidence was considered to be material chose to keep out of the way. <box>785 403 923 745</box>
paragraph: James Cunnan: I was Returning Officer at the election at Reefton on the 29th December; 'Reefton' and the day of the month was put on every miner's right; the poll clerk kept a list of the shadows of the miners' rights; and the numbers on the back of the voting papers will correspond with the miners rights; Patrick Kelly voted; before Christmas he was working in either the Fiery or Welcome; I have not seen him since the poll; I understand that P. Cooney lived in Boatman's; the same with regard to P. M'Donnell and P. M'Namee; did not know that any of the persons named had a hut in Reefton; Kileen was supposed to reside in Boatman's; I knew Evans, Murtagh and Donoghue, don't know that they had huts in Reefton; knew Toner and Wilson never knew them to have huts in Reefton. <box>936 822 1062 1134</box>
paragraph: For Black's Point Monday, Wednesday and Friday, at 4 p.m. <box>45 507 171 538</box>
paragraph: INKERMAN.—150ozs. of amalgam. <box>484 987 621 1008</box>
bowman-title: AUCTIONEER, <box>183 1031 315 1041</box>
paragraph: Henry Miskoll: I am an Irishman and was born in Cork; I have been following the occupation of an Irishman all my life; I have been living for some time past; I have been trying for a bit of gold in the Reefton district; sometimes I was out at Stony batter and Lankey's flat; it is out at Murray Creek Junction; I was at Merrijigs before Christmas I was living a month or two in Reefton; I have an hotel when I am in Reefton; I have no hut; I have a tent, but it is in my swag at Larry's Creek; I recollect the 29th December; voted on that day at Reefton for one member; I have lost my miner's right; it was taken out on the 29th December; I did not take it out; I don't know who took it out; it might not have been mine; I did not find it in the street; a man gave it to me; Frank Horan gave it to me; I did not ask him to take it out for me; I was not a bit surprised at getting it; I would have taken a miner's right from anybody that gave it to me; I did not pay for it; I was working at Boatman's up to October; I then went prospecting to Stony Batter and afterwards to Linger and Die. <box>484 1429 621 1791</box>
paragraph: The second days races of the Victoria Racing Clubs autumn meeting was held to day at Flemington. The weather was fine and there was a fair attendance of spectators, the Governor was not present to-day. <box>328 568 471 638</box>
paragraph: For Antonio's Flat, every Thursday, 6 a.m. <box>45 463 171 484</box>
paragraph: Mr Guinness objected: It did not matter who took it out. The witness was the holder of it and that was clearly sufficient. <box>633 851 773 891</box>
paragraph: Received 8th 10.30 a.m. <box>484 540 621 549</box>
paragraph: Mr Jones said his learned friend was anticipating the defence. It was quite competent for him to elicit any facts that he considered necessary. <box>633 598 773 649</box>
paragraph: MELBOURNE 7. <box>484 551 621 561</box>
paper-title: The Inangahua Times. <box>183 1096 315 1152</box>
divider <box>45 1515 171 1516</box>
paragraph: Sir William Jervois has been cordially received here by all classes. <box>328 1524 471 1554</box>
paragraph: Mr Jones said his learned friend should have ample proof. <box>633 1237 773 1258</box>
paragraph: The election petition case was advanced an important stage in the Magistrate's Court on Friday and Saturday last. The evidence of two additional voters was taken and conclusive testimony having been given by the police that the remaining witnesses wanted were still absent from the district, Mr Jones obtained permission to re-call Mr Rooney, mine manager of the Welcome, who proved that most of the absentees were working in the Welcome mine up to the 21st of February last, (a day after the last sitting of the Court), and also that they lived in Boatman's, and worked in the mine, both before and after the election. Similar evidence was obtained from Mr McQuillan, in relation to the three remaining absent witnesses, upon which His Worship ordered a scrutiny of the votes, which having been made established the fact that seven of the persons alleged in the petition and who voted for the candidate petitioned against, the great majority of them being plumpers. In one case only was there a division between Brennan and Campbell the remainder being either plumpers for Mr Brennan or divided with Mr Patterson. None of the votes were recorded for Mr Menteath. The question of the identification of the boundaries of the Ridings was also settled and the case for the petitioners closed. The respondents then applied for an adjournment to enable them to produce the ten witnesses who have hitherto kept out of the way. The respondents have undertaken to call no other witnesses beyond the ten in question, and as they are to be examined only as to their residence before and after the 29th December the case will be closed at the next hearing. The Court did not rise until 11 p.m. on Saturday and on the last the Court house was crowded to the utmost extent. <box>183 1324 315 1968</box>
